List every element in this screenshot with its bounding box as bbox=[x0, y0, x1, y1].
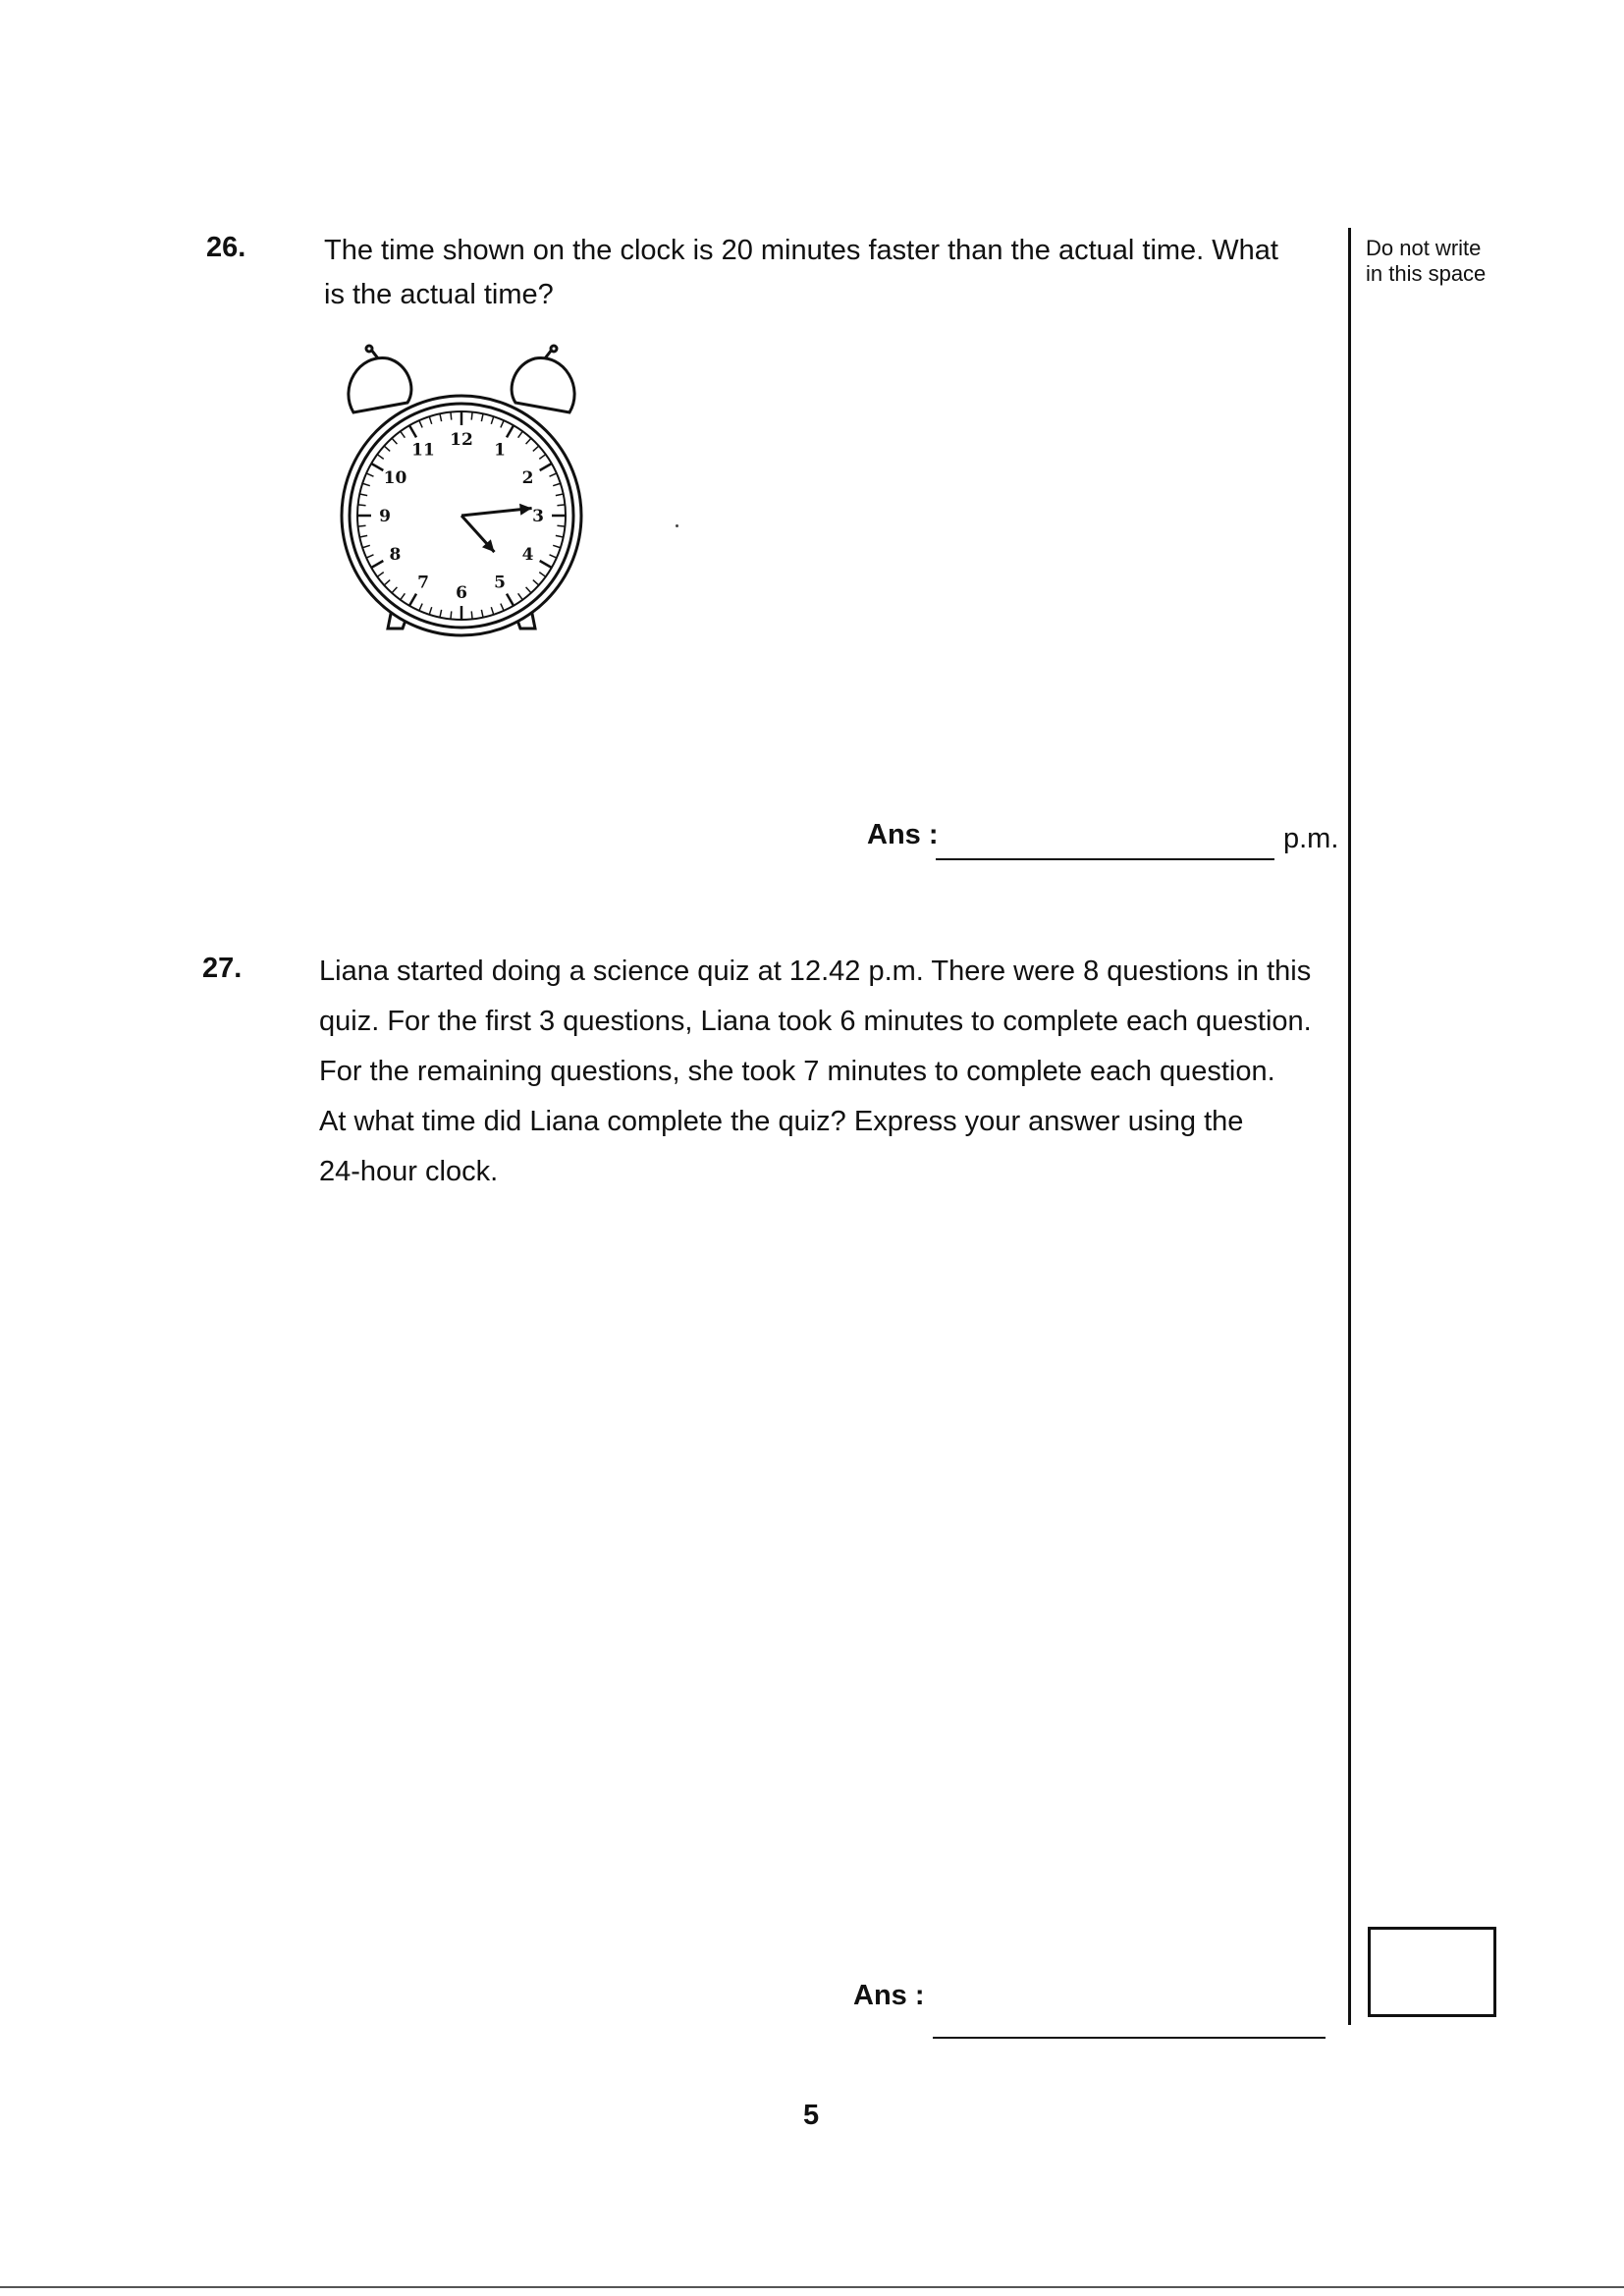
clock-tick bbox=[451, 412, 452, 420]
question-26-line-2: is the actual time? bbox=[324, 279, 554, 310]
right-bell-icon bbox=[512, 346, 574, 412]
margin-note-line-1: Do not write bbox=[1366, 236, 1482, 260]
question-26-line-1: The time shown on the clock is 20 minutes faster than the actual time. What bbox=[324, 235, 1278, 266]
question-27-number: 27. bbox=[202, 953, 243, 984]
clock-numeral: 11 bbox=[411, 440, 435, 461]
question-27-line-3: For the remaining questions, she took 7 minutes to complete each question. bbox=[319, 1056, 1275, 1087]
question-27-line-5: 24-hour clock. bbox=[319, 1156, 499, 1187]
clock-numeral: 10 bbox=[383, 468, 407, 488]
clock-numeral: 12 bbox=[450, 430, 473, 450]
margin-divider bbox=[1348, 228, 1351, 2025]
clock-tick bbox=[557, 505, 565, 506]
question-26-answer-unit: p.m. bbox=[1283, 823, 1339, 854]
margin-note bbox=[1366, 236, 1486, 287]
clock-numeral: 9 bbox=[379, 507, 391, 526]
marks-box bbox=[1368, 1927, 1496, 2017]
clock-tick bbox=[358, 505, 366, 506]
clock-tick bbox=[471, 412, 472, 420]
clock-tick bbox=[471, 611, 472, 619]
clock-numeral: 8 bbox=[389, 545, 402, 565]
question-27-answer-label: Ans : bbox=[853, 1980, 925, 2011]
clock-numeral: 3 bbox=[532, 507, 544, 526]
page-number: 5 bbox=[803, 2100, 820, 2131]
question-26-number: 26. bbox=[206, 232, 246, 263]
question-27-line-4: At what time did Liana complete the quiz? Express your answer using the bbox=[319, 1106, 1244, 1137]
question-27-text bbox=[319, 947, 1345, 1197]
scan-speck bbox=[676, 524, 678, 527]
question-27-line-1: Liana started doing a science quiz at 12.42 p.m. There were 8 questions in this bbox=[319, 956, 1312, 987]
question-27-answer-line[interactable] bbox=[933, 2037, 1326, 2039]
left-bell-icon bbox=[349, 346, 411, 412]
question-26-answer-line[interactable] bbox=[936, 858, 1274, 860]
page-bottom-rule bbox=[0, 2286, 1624, 2288]
clock-tick bbox=[451, 611, 452, 619]
clock-tick bbox=[358, 525, 366, 526]
clock-numeral: 7 bbox=[417, 573, 429, 593]
clock-tick bbox=[557, 525, 565, 526]
clock-numeral: 1 bbox=[494, 440, 506, 461]
question-26-text bbox=[324, 226, 1335, 320]
clock-numeral: 6 bbox=[456, 583, 467, 603]
question-26-answer-label: Ans : bbox=[867, 819, 939, 850]
alarm-clock-illustration bbox=[334, 344, 589, 638]
clock-numeral: 5 bbox=[494, 573, 506, 593]
clock-numeral: 4 bbox=[521, 545, 534, 565]
question-27-line-2: quiz. For the first 3 questions, Liana took 6 minutes to complete each question. bbox=[319, 1006, 1312, 1037]
margin-note-line-2: in this space bbox=[1366, 261, 1487, 286]
clock-numeral: 2 bbox=[521, 468, 534, 488]
